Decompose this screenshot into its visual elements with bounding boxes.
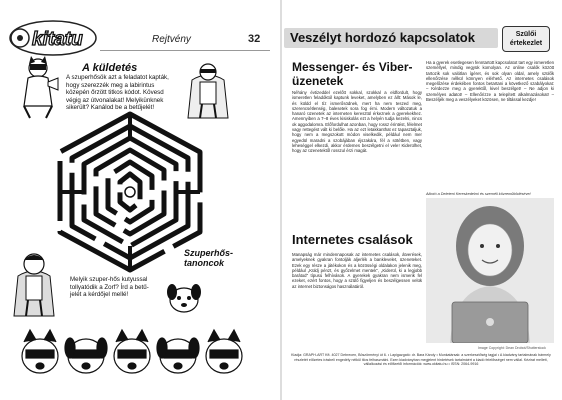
messenger-text: Néhány évtizeddel ezelőtt sokkal, szokkal a eldfordult, hogy ismeretlen feladóktól kaptunk leveket, amelyben ez állt: Mások le, és küldd el tíz ismerősödnek, mert ha nem teszed meg, szerencsétlenség, balesetek sora fog érni. Modern változatuk a hanaró üzenetek az interneten keresztül érkeznek a gyerekekhez. Amennyiben a 7–8 éves kisiskolás ezt a helyén tudja kezelni, nincs ok aggodalomra. Előfordulhat azonban, hogy rossz érintést, félelmet vagy rettegést vált ki belőle. Ha az ezt letakkanthat ez tapasztaljuk, hogy nem a megszokott módon viselkedik, például nem mer egyedül maradni a szobájában éjszakára, fél a sötétben, vagy leheséggel elkezdi, akkor érdemes beszélgetni el vele! Kiderülhet, hogy az üzenetektől rosszul érzi magát. bbox=[292, 90, 422, 154]
right-column-text: Ha a gyerek esetlegesen fenntartott kapcsolatot tart egy ismeretlen személlyel, mindig vegyük komolyan. Az online csalók között tartozik sok valótlan ígéret, és sok olyan oldal, amely szülők ellenőrzése nélkül könnyen elérhető. Az internetes csalások megelőzése érdekében fontos betartani a következő szabályokat: – Kérdezze meg a gyerektől, kivel beszélget! – Ne adjon ki személyes adatot! – Ellenőrizze a telepített alkalmazásokat! – Beszéljék meg a veszélyeket közösen, ne tiltással kezdje! bbox=[426, 60, 554, 103]
svg-text:kitatu: kitatu bbox=[32, 29, 83, 50]
article-title: Veszélyt hordozó kapcsolatok bbox=[290, 30, 475, 45]
imprint-footer: Kiadja: GRAPH-ART Kft. 4027 Debrecen, Böszörményi út 6. • Lapigazgató: dr. Bara Károly • Munkatársak: a szerkesztőség tagjai • A kiadvány tartalmának bármely részletét előzetes írásbeli engedély nélkül tilos felhasználni. Ezen kiadványban megjelent hirdetések tartalmáért a kiadó felelősséget nem vállal. Kézirat mellett, vállalkozási és előfizetői információk: www.okitatu.hu • ISSN: 2064-9916 bbox=[291, 353, 551, 367]
superhero-girl-illustration bbox=[10, 250, 58, 320]
girl-with-laptop-photo bbox=[426, 198, 554, 343]
photo-credit: Image Copyright: Dean Drobot/Shutterstock bbox=[478, 346, 546, 350]
parents-meeting-badge: Szülői értekezlet bbox=[502, 26, 550, 52]
heroes-title: Szuperhős-tanoncok bbox=[184, 248, 234, 268]
question-text: Melyik szuper-hős kutyussal tollyatódik a Zorf? Írd a betű-jelét a kérdőjel mellé! bbox=[70, 276, 149, 299]
section-title: Rejtvény bbox=[152, 34, 191, 45]
heading-internet-scams: Internetes csalások bbox=[292, 232, 413, 247]
page-number: 32 bbox=[248, 33, 261, 45]
small-note: Alkotó a Deleteni Kereskedelmi és személi közreműködésével bbox=[426, 192, 531, 196]
task-title: A küldetés bbox=[82, 62, 138, 74]
header-rule bbox=[100, 50, 270, 51]
left-page bbox=[0, 0, 280, 400]
internet-scams-text: Manapság már mindennaposak az internetes csalások, átverések, amelyeknek gyakran fontolják aljerlék a banklevelet, üzeneteket. Ezek egy része a játékokon és a közösségi oldalakon jelenik meg, például „Küldj pénzt, és győzelmet mentek”, „Kiderül, ki a legjobb barátod” típusú felhívások. A gyerekek gyakran nem ismerik fel ezeket, ezért fontos, hogy a szülő figyeljen és beszélgessen velük az internet biztonságos használatáról. bbox=[292, 252, 422, 289]
okitatu-logo bbox=[8, 18, 98, 58]
right-page bbox=[282, 0, 562, 400]
task-text: A szuperhősök azt a feladatot kapták, hogy szerezzék meg a labirintus közepén őrzött titkos kódot. Kövesd végig az útvonalakat! Melyikünknek sikerült? Kanálod be a betűjelét! bbox=[66, 74, 169, 112]
heading-messenger: Messenger- és Viber-üzenetek bbox=[292, 60, 413, 88]
puppy-illustration bbox=[164, 278, 204, 318]
puppy-row-illustration bbox=[18, 326, 268, 392]
